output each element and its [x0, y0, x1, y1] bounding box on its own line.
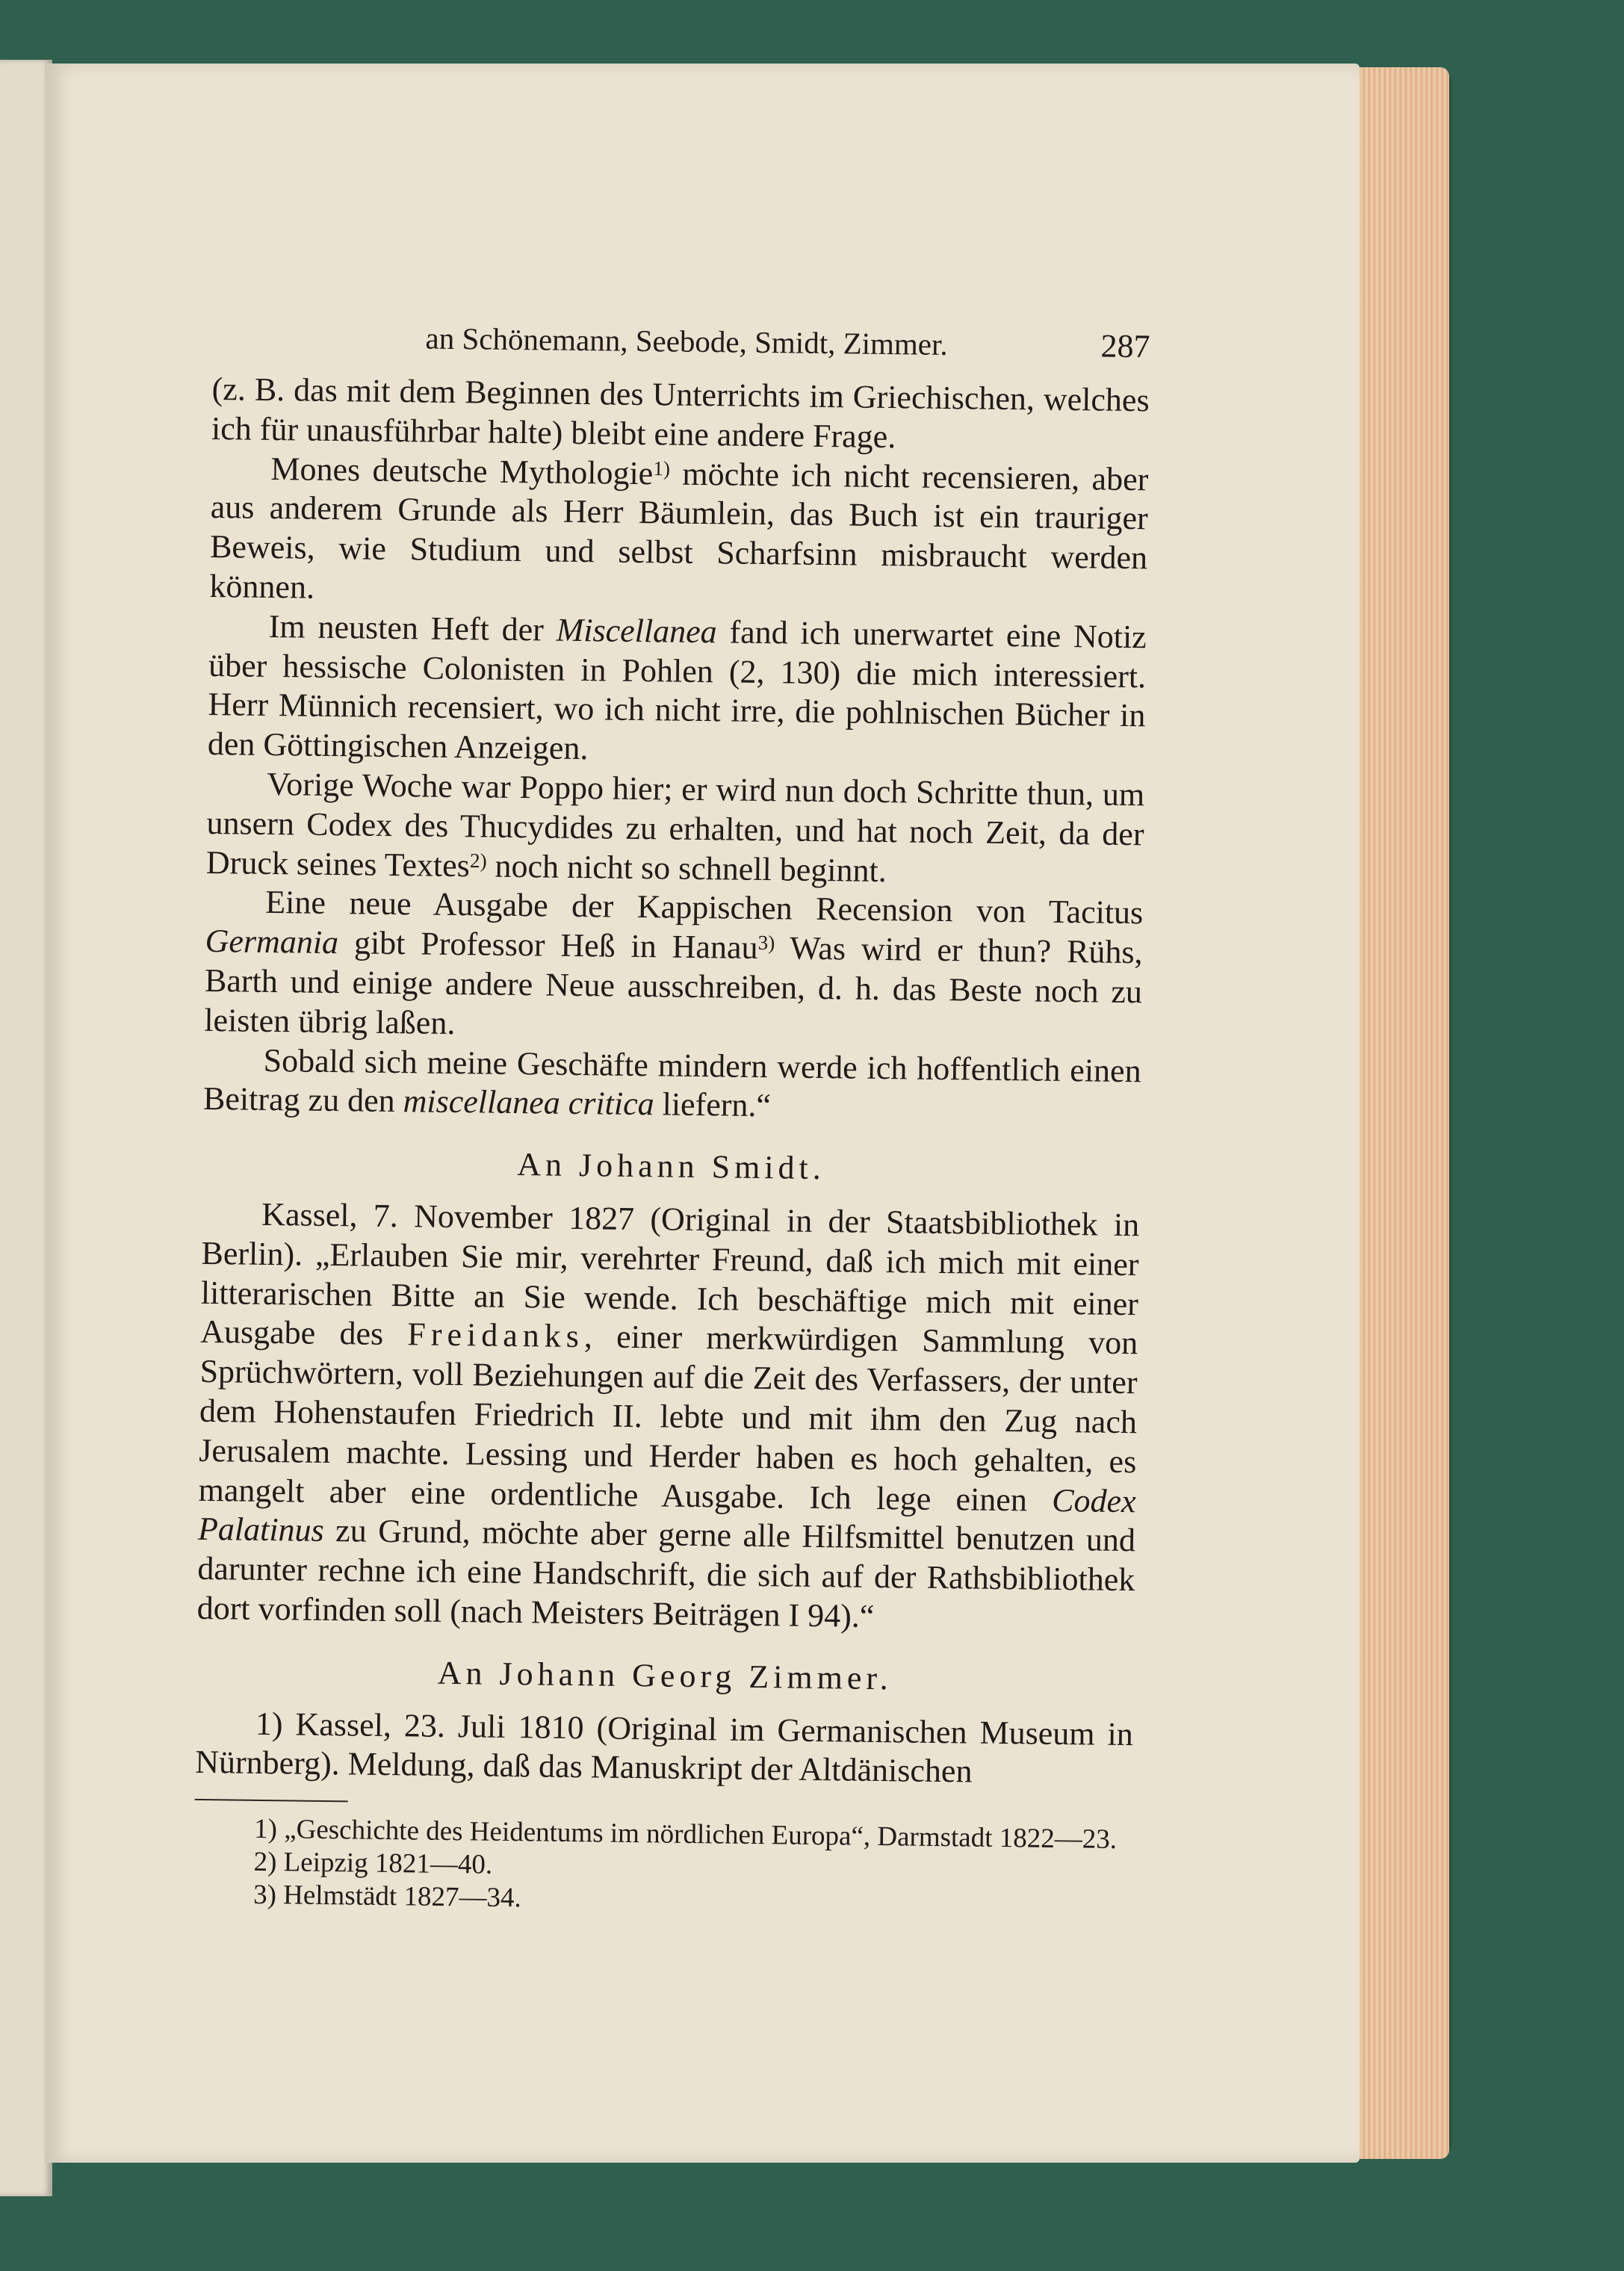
footnotes: [193, 1812, 1132, 1922]
footnote-3: 3) Helmstädt 1827—34.: [252, 1879, 521, 1914]
paragraph-6-text-b: liefern.“: [654, 1085, 772, 1124]
paragraph-3-text-a: Im neusten Heft der: [268, 607, 557, 648]
paragraph-2-text-b: möchte ich nicht recensieren, aber aus anderem Grunde als Herr Bäumlein, das Buch ist ein trauriger Beweis, wie Studium und selbst Scharfsinn misbraucht werden können.: [209, 455, 1149, 606]
section-heading-zimmer: An Johann Georg Zimmer.: [437, 1654, 893, 1697]
page-content: [193, 310, 1150, 1922]
running-head: [212, 310, 1150, 381]
paragraph-4: [206, 764, 1145, 894]
paragraph-2-text-a: Mones deutsche Mythologie: [270, 450, 654, 492]
section-heading-smidt: An Johann Smidt.: [516, 1146, 826, 1187]
paragraph-6-text-a: Sobald sich meine Geschäfte mindern werde ich hoffentlich einen Beitrag zu den: [202, 1041, 1141, 1120]
paragraph-1: (z. B. das mit dem Beginnen des Unterrichts im Griechischen, welches ich für unausführbar halte) bleibt eine andere Frage.: [211, 370, 1150, 455]
paragraph-5-text-a: Eine neue Ausgabe der Kappischen Recension von Tacitus: [265, 884, 1144, 932]
paragraph-5-text-b: gibt Professor Heß in Hanau: [338, 924, 758, 967]
italic-germania: Germania: [205, 923, 339, 961]
footnote-rule: [195, 1799, 348, 1803]
paragraph-4-text-a: Vorige Woche war Poppo hier; er wird nun doch Schritte thun, um unsern Codex des Thucydides zu erhalten, und hat noch Zeit, da der Druck seines Textes: [205, 765, 1145, 884]
paragraph-5: [204, 882, 1143, 1052]
paragraph-7-text-b: , einer merkwürdigen Sammlung von Sprüchwörtern, voll Beziehungen auf die Zeit des Verfassers, der unter dem Hohenstaufen Friedrich II. lebte und mit ihm den Zug nach Jerusalem machte. Lessing und Herder haben es hoch gehalten, es mangelt aber eine ordentliche Ausgabe. Ich lege einen: [198, 1318, 1138, 1519]
spaced-freidanks: Freidanks: [407, 1316, 585, 1355]
paragraph-4-text-b: noch nicht so schnell beginnt.: [486, 847, 887, 889]
footnote-1: 1) „Geschichte des Heidentums im nördlichen Europa“, Darmstadt 1822—23.: [253, 1813, 1118, 1856]
italic-miscellanea-critica: miscellanea critica: [403, 1082, 654, 1123]
paragraph-7-text-a: Kassel, 7. November 1827 (Original in der Staatsbibliothek in Berlin). „Erlauben Sie mir, verehrter Freund, daß ich mich mit einer litterarischen Bitte an Sie wende. Ich beschäftige mich mit einer Ausgabe des: [199, 1195, 1140, 1353]
paragraph-7: [196, 1195, 1139, 1640]
footnote-ref-1: 1): [653, 456, 671, 480]
page-number: 287: [1100, 327, 1150, 365]
paragraph-6: [203, 1040, 1141, 1130]
paragraph-3-text-b: fand ich unerwartet eine Notiz über hessische Colonisten in Pohlen (2, 130) die mich interessiert. Herr Münnich recensiert, wo ich nicht irre, die pohlnischen Bücher in den Göttingischen Anzeigen.: [207, 613, 1147, 767]
footnote-2: 2) Leipzig 1821—40.: [253, 1846, 493, 1880]
running-head-title: an Schönemann, Seebode, Smidt, Zimmer.: [425, 320, 948, 362]
paragraph-3: [208, 607, 1147, 776]
paragraph-7-text-c: zu Grund, möchte aber gerne alle Hilfsmittel benutzen und darunter rechne ich eine Handschrift, die sich auf der Rathsbibliothek dort vorfinden soll (nach Meisters Beiträgen I 94).“: [196, 1512, 1136, 1635]
footnote-ref-3: 3): [757, 931, 775, 955]
paragraph-8: 1) Kassel, 23. Juli 1810 (Original im Germanischen Museum in Nürnberg). Meldung, daß das Manuskript der Altdänischen: [194, 1705, 1134, 1790]
book-page: [45, 63, 1360, 2163]
paragraph-5-text-c: Was wird er thun? Rühs, Barth und einige andere Neue ausschreiben, d. h. das Beste noch zu leisten übrig laßen.: [204, 929, 1143, 1041]
footnote-ref-2: 2): [469, 849, 487, 872]
italic-codex-palatinus: Codex Palatinus: [197, 1481, 1136, 1549]
italic-miscellanea: Miscellanea: [556, 611, 717, 651]
paragraph-2: [209, 449, 1148, 619]
